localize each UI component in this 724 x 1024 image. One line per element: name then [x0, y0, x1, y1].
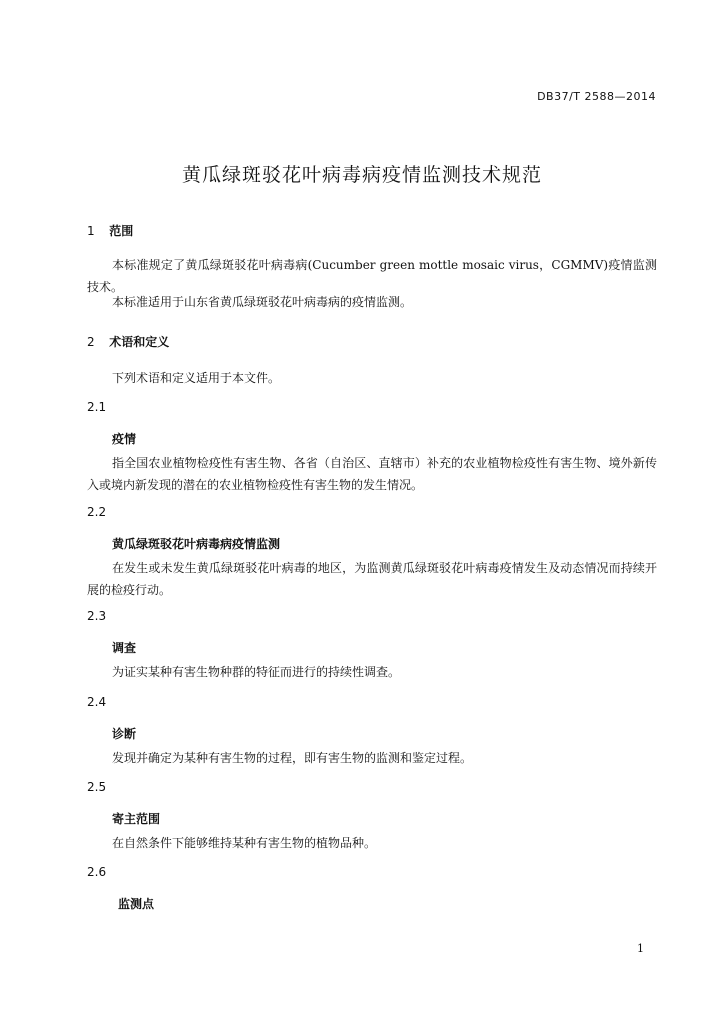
- definition-2-5: 在自然条件下能够维持某种有害生物的植物品种。: [112, 836, 377, 850]
- clause-number-2-2: 2.2: [87, 505, 107, 519]
- terms-intro: 下列术语和定义适用于本文件。: [112, 371, 281, 385]
- term-2-4: 诊断: [112, 727, 137, 741]
- term-2-6: 监测点: [118, 897, 155, 911]
- section-2-number: 2: [87, 335, 95, 349]
- clause-number-2-3: 2.3: [87, 609, 107, 623]
- page-number: 1: [637, 942, 644, 955]
- clause-number-2-4: 2.4: [87, 695, 107, 709]
- definition-2-4: 发现并确定为某种有害生物的过程，即有害生物的监测和鉴定过程。: [112, 751, 473, 765]
- clause-number-2-6: 2.6: [87, 865, 107, 879]
- term-2-1: 疫情: [112, 432, 137, 446]
- section-1-title: 范围: [109, 224, 134, 238]
- term-2-2: 黄瓜绿斑驳花叶病毒病疫情监测: [112, 537, 281, 551]
- section-2-heading: [87, 333, 169, 350]
- definition-2-1: 指全国农业植物检疫性有害生物、各省（自治区、直辖市）补充的农业植物检疫性有害生物、境外新传入或境内新发现的潜在的农业植物检疫性有害生物的发生情况。: [87, 456, 657, 492]
- scope-paragraph-1: 本标准规定了黄瓜绿斑驳花叶病毒病(Cucumber green mottle mosaic virus，CGMMV)疫情监测技术。: [87, 258, 657, 294]
- section-1-number: 1: [87, 224, 95, 238]
- document-title: 黄瓜绿斑驳花叶病毒病疫情监测技术规范: [181, 164, 542, 186]
- standard-code: DB37/T 2588—2014: [537, 90, 656, 103]
- section-2-title: 术语和定义: [109, 335, 170, 349]
- scope-paragraph-2: 本标准适用于山东省黄瓜绿斑驳花叶病毒病的疫情监测。: [112, 295, 413, 309]
- section-1-heading: [87, 222, 133, 239]
- term-2-3: 调查: [112, 641, 137, 655]
- clause-number-2-1: 2.1: [87, 400, 107, 414]
- clause-number-2-5: 2.5: [87, 780, 107, 794]
- definition-2-3: 为证实某种有害生物种群的特征而进行的持续性调查。: [112, 665, 401, 679]
- definition-2-2: 在发生或未发生黄瓜绿斑驳花叶病毒的地区，为监测黄瓜绿斑驳花叶病毒疫情发生及动态情况而持续开展的检疫行动。: [87, 561, 657, 597]
- term-2-5: 寄主范围: [112, 812, 161, 826]
